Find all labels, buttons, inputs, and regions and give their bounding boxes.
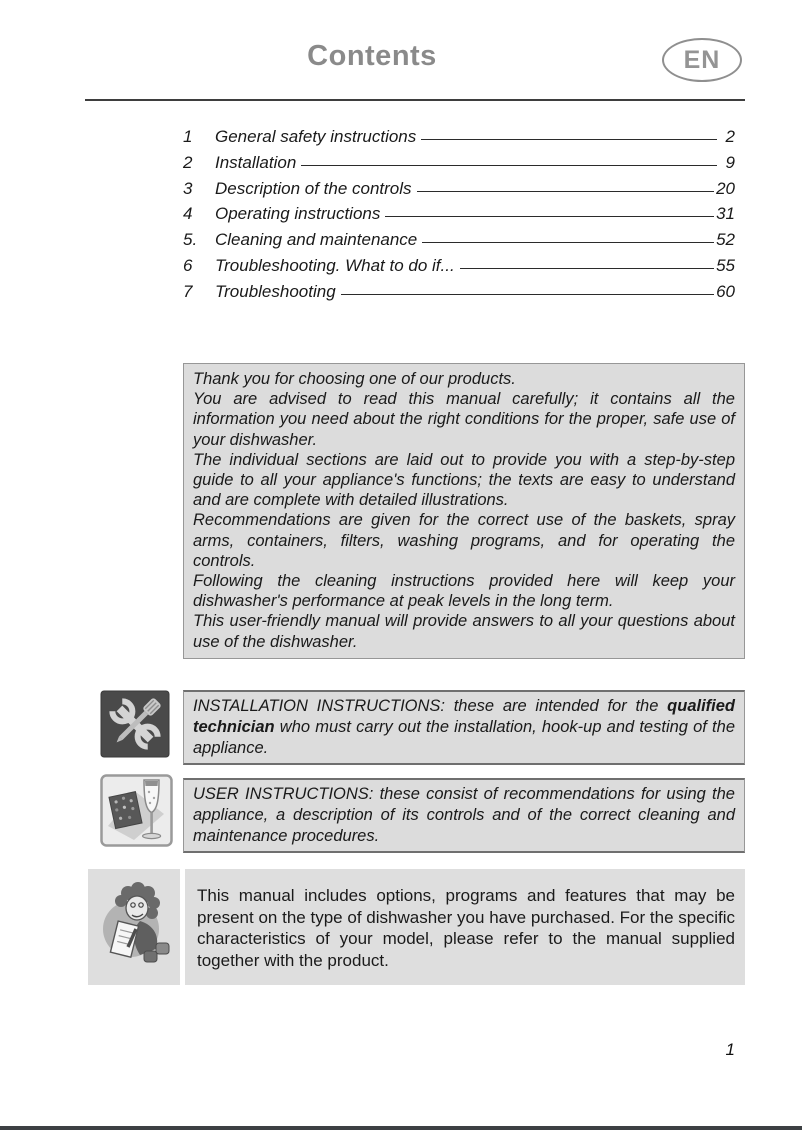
toc-entry-page: 20 <box>716 178 735 198</box>
toc-leader-line <box>421 139 717 140</box>
toc-entry-page: 2 <box>725 127 735 146</box>
toc-leader-line <box>301 165 717 166</box>
toc-entry <box>183 204 735 230</box>
toc-entry-title: Operating instructions <box>215 204 381 224</box>
toc-entry-page: 52 <box>716 230 735 250</box>
toc-entry <box>183 230 735 256</box>
table-of-contents <box>183 127 735 308</box>
toc-entry-title: Troubleshooting. What to do if... <box>215 255 455 275</box>
language-badge-label: EN <box>683 45 721 74</box>
model-note-text: This manual includes options, programs and features that may be present on the type of dishwasher you have purchased. For the specific characteristics of your model, please refer to the manual supplied together with the product. <box>197 886 735 970</box>
tools-icon <box>100 690 170 758</box>
page-number: 1 <box>725 1040 735 1059</box>
intro-paragraph: You are advised to read this manual carefully; it contains all the information you need about the right conditions for the proper, safe use of your dishwasher. <box>193 390 735 449</box>
user-note-box <box>183 778 745 853</box>
intro-paragraph: Thank you for choosing one of our products. <box>193 370 516 388</box>
user-note-text: USER INSTRUCTIONS: these consist of recommendations for using the appliance, a description of its controls and of the correct cleaning and maintenance procedures. <box>193 785 735 845</box>
dishwasher-glass-icon <box>100 774 173 847</box>
assistant-character-icon <box>88 869 180 985</box>
header-divider <box>85 99 745 101</box>
toc-entry-page: 9 <box>725 152 735 172</box>
intro-paragraph: Recommendations are given for the correct use of the baskets, spray arms, containers, filters, washing programs, and for operating the controls. <box>193 511 735 570</box>
intro-paragraph: Following the cleaning instructions provided here will keep your dishwasher's performance at peak levels in the long term. <box>193 572 735 611</box>
toc-entry-page: 55 <box>716 255 735 275</box>
intro-paragraph: This user-friendly manual will provide answers to all your questions about use of the dishwasher. <box>193 612 735 651</box>
toc-leader-line <box>385 216 714 217</box>
toc-entry <box>183 179 735 205</box>
toc-entry <box>183 282 735 308</box>
language-badge <box>662 38 742 82</box>
toc-leader-line <box>460 268 714 269</box>
toc-entry-title: Installation <box>215 152 297 172</box>
toc-entry-number: 7 <box>183 281 193 301</box>
toc-entry-number: 5. <box>183 230 198 250</box>
toc-entry-number: 1 <box>183 127 193 146</box>
toc-entry-title: Description of the controls <box>215 178 412 198</box>
toc-entry-number: 4 <box>183 204 193 224</box>
footer-divider-bar <box>0 1126 802 1130</box>
installation-note-bold: qualified technician <box>193 697 735 736</box>
toc-leader-line <box>422 242 714 243</box>
toc-entry <box>183 256 735 282</box>
toc-leader-line <box>417 191 715 192</box>
toc-entry-title: Troubleshooting <box>215 281 336 301</box>
toc-entry-page: 60 <box>716 281 735 301</box>
installation-note-text: INSTALLATION INSTRUCTIONS: these are intended for the qualified technician who must carry out the installation, hook-up and testing of the appliance. <box>193 697 735 757</box>
page-title: Contents <box>307 40 437 72</box>
model-note-box <box>185 869 745 985</box>
toc-entry-title: General safety instructions <box>215 127 417 146</box>
intro-paragraph: The individual sections are laid out to provide you with a step-by-step guide to all your appliance's functions; the texts are easy to understand and are complete with detailed illustrations. <box>193 450 735 510</box>
installation-note-box <box>183 690 745 765</box>
toc-entry-title: Cleaning and maintenance <box>215 230 418 250</box>
toc-leader-line <box>341 294 714 295</box>
toc-entry <box>183 153 735 179</box>
toc-entry-number: 3 <box>183 178 193 198</box>
toc-entry-number: 2 <box>183 152 193 172</box>
intro-note-box <box>183 363 745 659</box>
toc-entry-page: 31 <box>716 204 735 224</box>
toc-entry <box>183 127 735 153</box>
toc-entry-number: 6 <box>183 255 193 275</box>
